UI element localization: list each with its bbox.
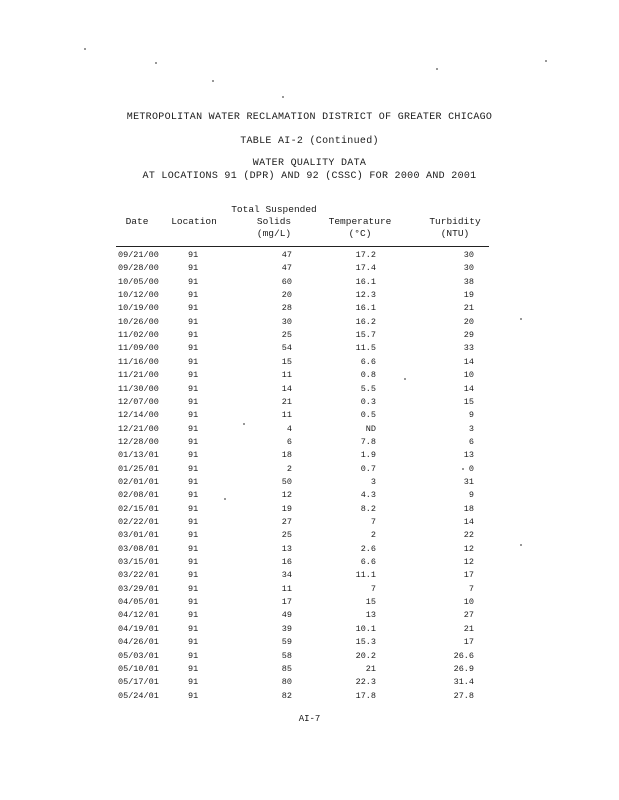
- cell-location: 91: [188, 250, 199, 260]
- cell-temperature: 15.7: [355, 330, 376, 341]
- cell-tss: 34: [281, 570, 292, 581]
- column-header-tss-line1: Total Suspended: [231, 204, 317, 215]
- header-locations: AT LOCATIONS 91 (DPR) AND 92 (CSSC) FOR 2000 AND 2001: [142, 171, 477, 182]
- cell-date: 01/13/01: [118, 450, 159, 461]
- column-header-temperature-unit: (°C): [348, 228, 372, 239]
- cell-location: 91: [188, 677, 199, 688]
- table-row: [0, 570, 619, 583]
- cell-date: 04/26/01: [118, 637, 159, 648]
- table-row: [0, 544, 619, 557]
- header-rule: [116, 246, 489, 247]
- column-header-tss: [222, 204, 326, 240]
- cell-tss: 15: [281, 356, 292, 367]
- cell-location: 91: [188, 316, 199, 327]
- scan-speck: [520, 544, 522, 546]
- cell-location: 91: [188, 410, 199, 421]
- cell-tss: 58: [281, 650, 292, 661]
- cell-temperature: 2.6: [360, 543, 376, 554]
- cell-tss: 16: [281, 557, 292, 568]
- column-header-turbidity: [420, 216, 490, 240]
- cell-temperature: 17.2: [355, 250, 376, 260]
- cell-location: 91: [188, 530, 199, 541]
- cell-turbidity: 38: [463, 276, 474, 287]
- cell-location: 91: [188, 517, 199, 527]
- scan-speck: [436, 68, 438, 70]
- cell-tss: 2: [286, 463, 292, 474]
- cell-tss: 54: [281, 343, 292, 354]
- cell-location: 91: [188, 436, 199, 447]
- cell-tss: 28: [281, 303, 292, 314]
- column-header-turbidity-label: Turbidity: [429, 216, 481, 227]
- cell-tss: 80: [281, 677, 292, 688]
- table-row: [0, 584, 619, 597]
- cell-location: 91: [188, 490, 199, 501]
- table-row: [0, 651, 619, 664]
- table-row: [0, 303, 619, 316]
- cell-date: 01/25/01: [118, 463, 159, 474]
- cell-temperature: 3: [370, 476, 376, 487]
- table-row: [0, 504, 619, 517]
- cell-tss: 85: [281, 663, 292, 674]
- cell-turbidity: 31.4: [453, 677, 474, 688]
- cell-tss: 11: [281, 370, 292, 381]
- cell-location: 91: [188, 423, 199, 434]
- scan-speck: [282, 96, 284, 98]
- cell-location: 91: [188, 263, 199, 274]
- cell-date: 02/01/01: [118, 476, 159, 487]
- column-header-temperature: [322, 216, 398, 240]
- cell-temperature: 7.8: [360, 436, 376, 447]
- cell-location: 91: [188, 650, 199, 661]
- cell-location: 91: [188, 503, 199, 514]
- cell-tss: 6: [286, 436, 292, 447]
- cell-tss: 30: [281, 316, 292, 327]
- cell-tss: 20: [281, 290, 292, 301]
- cell-tss: 49: [281, 610, 292, 621]
- cell-tss: 17: [281, 597, 292, 608]
- table-row: [0, 464, 619, 477]
- cell-temperature: 7: [370, 583, 376, 594]
- scan-speck: [224, 498, 226, 500]
- cell-temperature: 21: [365, 663, 376, 674]
- cell-date: 03/15/01: [118, 557, 159, 568]
- table-row: [0, 330, 619, 343]
- table-row: [0, 343, 619, 356]
- cell-turbidity: 18: [463, 503, 474, 514]
- scan-speck: [155, 62, 157, 64]
- cell-tss: 4: [286, 423, 292, 434]
- cell-temperature: ND: [365, 423, 376, 434]
- cell-date: 09/21/00: [118, 250, 159, 260]
- table-row: [0, 677, 619, 690]
- cell-temperature: 15: [365, 597, 376, 608]
- scan-speck: [404, 378, 406, 380]
- cell-location: 91: [188, 583, 199, 594]
- cell-date: 04/12/01: [118, 610, 159, 621]
- cell-date: 05/24/01: [118, 690, 159, 701]
- cell-location: 91: [188, 330, 199, 341]
- cell-turbidity: 29: [463, 330, 474, 341]
- table-row: [0, 410, 619, 423]
- cell-turbidity: 10: [463, 597, 474, 608]
- column-header-turbidity-unit: (NTU): [440, 228, 470, 239]
- cell-location: 91: [188, 276, 199, 287]
- cell-turbidity: 12: [463, 557, 474, 568]
- cell-location: 91: [188, 383, 199, 394]
- column-header-temperature-label: Temperature: [328, 216, 392, 227]
- cell-temperature: 16.2: [355, 316, 376, 327]
- column-header-tss-line2: Solids: [256, 216, 292, 227]
- cell-temperature: 22.3: [355, 677, 376, 688]
- cell-location: 91: [188, 290, 199, 301]
- cell-location: 91: [188, 343, 199, 354]
- cell-turbidity: 6: [468, 436, 474, 447]
- cell-location: 91: [188, 396, 199, 407]
- column-header-tss-unit: (mg/L): [256, 228, 292, 239]
- cell-turbidity: 12: [463, 543, 474, 554]
- cell-tss: 21: [281, 396, 292, 407]
- cell-location: 91: [188, 370, 199, 381]
- cell-location: 91: [188, 663, 199, 674]
- cell-temperature: 13: [365, 610, 376, 621]
- cell-turbidity: 22: [463, 530, 474, 541]
- cell-turbidity: 27: [463, 610, 474, 621]
- table-row: [0, 691, 619, 704]
- cell-turbidity: 17: [463, 637, 474, 648]
- table-row: [0, 397, 619, 410]
- table-row: [0, 637, 619, 650]
- table-row: [0, 610, 619, 623]
- cell-tss: 12: [281, 490, 292, 501]
- scan-speck: [243, 423, 245, 425]
- cell-date: 12/21/00: [118, 423, 159, 434]
- cell-temperature: 0.5: [360, 410, 376, 421]
- cell-turbidity: 26.6: [453, 650, 474, 661]
- table-row: [0, 450, 619, 463]
- cell-date: 02/15/01: [118, 503, 159, 514]
- table-row: [0, 250, 619, 263]
- cell-location: 91: [188, 476, 199, 487]
- cell-temperature: 16.1: [355, 276, 376, 287]
- cell-date: 11/02/00: [118, 330, 159, 341]
- cell-temperature: 8.2: [360, 503, 376, 514]
- cell-turbidity: 17: [463, 570, 474, 581]
- header-agency: METROPOLITAN WATER RECLAMATION DISTRICT OF GREATER CHICAGO: [126, 112, 493, 123]
- cell-tss: 25: [281, 330, 292, 341]
- page-number: AI-7: [298, 714, 321, 724]
- cell-turbidity: 14: [463, 383, 474, 394]
- cell-tss: 19: [281, 503, 292, 514]
- cell-date: 10/12/00: [118, 290, 159, 301]
- cell-date: 03/29/01: [118, 583, 159, 594]
- cell-location: 91: [188, 450, 199, 461]
- scan-speck: [545, 60, 547, 62]
- cell-temperature: 17.4: [355, 263, 376, 274]
- cell-turbidity: 33: [463, 343, 474, 354]
- cell-tss: 18: [281, 450, 292, 461]
- cell-turbidity: 7: [468, 583, 474, 594]
- scan-speck: [212, 80, 214, 82]
- cell-temperature: 0.7: [360, 463, 376, 474]
- cell-tss: 13: [281, 543, 292, 554]
- cell-tss: 47: [281, 263, 292, 274]
- table-row: [0, 384, 619, 397]
- cell-tss: 82: [281, 690, 292, 701]
- table-row: [0, 290, 619, 303]
- cell-tss: 25: [281, 530, 292, 541]
- table-row: [0, 557, 619, 570]
- cell-turbidity: 14: [463, 517, 474, 527]
- table-row: [0, 530, 619, 543]
- table-row: [0, 517, 619, 530]
- cell-turbidity: 30: [463, 250, 474, 260]
- cell-date: 03/08/01: [118, 543, 159, 554]
- table-row: [0, 597, 619, 610]
- table-row: [0, 624, 619, 637]
- cell-turbidity: 20: [463, 316, 474, 327]
- cell-date: 02/22/01: [118, 517, 159, 527]
- scan-speck: [84, 48, 86, 50]
- cell-temperature: 4.3: [360, 490, 376, 501]
- cell-turbidity: 21: [463, 303, 474, 314]
- cell-date: 05/17/01: [118, 677, 159, 688]
- cell-tss: 50: [281, 476, 292, 487]
- cell-tss: 11: [281, 410, 292, 421]
- cell-turbidity: 0: [468, 463, 474, 474]
- cell-temperature: 7: [370, 517, 376, 527]
- cell-temperature: 17.8: [355, 690, 376, 701]
- cell-temperature: 0.8: [360, 370, 376, 381]
- cell-tss: 39: [281, 623, 292, 634]
- cell-turbidity: 31: [463, 476, 474, 487]
- cell-turbidity: 9: [468, 410, 474, 421]
- cell-turbidity: 30: [463, 263, 474, 274]
- table-row: [0, 490, 619, 503]
- table-row: [0, 370, 619, 383]
- cell-temperature: 6.6: [360, 356, 376, 367]
- cell-temperature: 20.2: [355, 650, 376, 661]
- cell-tss: 47: [281, 250, 292, 260]
- column-header-date: Date: [125, 216, 149, 227]
- cell-location: 91: [188, 356, 199, 367]
- table-row: [0, 664, 619, 677]
- table-row: [0, 317, 619, 330]
- cell-tss: 14: [281, 383, 292, 394]
- cell-date: 11/30/00: [118, 383, 159, 394]
- cell-turbidity: 10: [463, 370, 474, 381]
- cell-date: 05/03/01: [118, 650, 159, 661]
- cell-date: 09/28/00: [118, 263, 159, 274]
- cell-location: 91: [188, 597, 199, 608]
- cell-turbidity: 15: [463, 396, 474, 407]
- cell-date: 04/19/01: [118, 623, 159, 634]
- cell-temperature: 2: [370, 530, 376, 541]
- cell-temperature: 6.6: [360, 557, 376, 568]
- cell-date: 12/14/00: [118, 410, 159, 421]
- cell-date: 11/21/00: [118, 370, 159, 381]
- cell-turbidity: 3: [468, 423, 474, 434]
- cell-temperature: 16.1: [355, 303, 376, 314]
- table-row: [0, 357, 619, 370]
- cell-location: 91: [188, 637, 199, 648]
- cell-tss: 60: [281, 276, 292, 287]
- cell-turbidity: 21: [463, 623, 474, 634]
- cell-temperature: 5.5: [360, 383, 376, 394]
- cell-temperature: 11.1: [355, 570, 376, 581]
- cell-date: 11/09/00: [118, 343, 159, 354]
- cell-date: 04/05/01: [118, 597, 159, 608]
- cell-date: 10/19/00: [118, 303, 159, 314]
- table-row: [0, 477, 619, 490]
- cell-date: 03/22/01: [118, 570, 159, 581]
- cell-turbidity: 9: [468, 490, 474, 501]
- cell-turbidity: 19: [463, 290, 474, 301]
- cell-location: 91: [188, 690, 199, 701]
- table-row: [0, 437, 619, 450]
- cell-location: 91: [188, 557, 199, 568]
- cell-date: 12/07/00: [118, 396, 159, 407]
- cell-temperature: 12.3: [355, 290, 376, 301]
- cell-location: 91: [188, 543, 199, 554]
- table-row: [0, 424, 619, 437]
- cell-date: 10/05/00: [118, 276, 159, 287]
- header-table-title: TABLE AI-2 (Continued): [240, 136, 379, 147]
- cell-turbidity: 27.8: [453, 690, 474, 701]
- cell-location: 91: [188, 463, 199, 474]
- cell-location: 91: [188, 623, 199, 634]
- cell-location: 91: [188, 570, 199, 581]
- cell-tss: 59: [281, 637, 292, 648]
- cell-date: 05/10/01: [118, 663, 159, 674]
- cell-temperature: 0.3: [360, 396, 376, 407]
- cell-date: 11/16/00: [118, 356, 159, 367]
- cell-temperature: 10.1: [355, 623, 376, 634]
- table-row: [0, 277, 619, 290]
- cell-date: 03/01/01: [118, 530, 159, 541]
- header-subtitle: WATER QUALITY DATA: [252, 158, 367, 169]
- cell-location: 91: [188, 610, 199, 621]
- cell-temperature: 11.5: [355, 343, 376, 354]
- cell-date: 12/28/00: [118, 436, 159, 447]
- table-row: [0, 263, 619, 276]
- cell-turbidity: 26.9: [453, 663, 474, 674]
- cell-temperature: 1.9: [360, 450, 376, 461]
- scan-speck: [462, 468, 464, 470]
- cell-turbidity: 14: [463, 356, 474, 367]
- cell-turbidity: 13: [463, 450, 474, 461]
- column-header-location: Location: [171, 216, 217, 227]
- cell-tss: 27: [281, 517, 292, 527]
- cell-temperature: 15.3: [355, 637, 376, 648]
- cell-tss: 11: [281, 583, 292, 594]
- scan-speck: [520, 318, 522, 320]
- cell-date: 10/26/00: [118, 316, 159, 327]
- cell-location: 91: [188, 303, 199, 314]
- cell-date: 02/08/01: [118, 490, 159, 501]
